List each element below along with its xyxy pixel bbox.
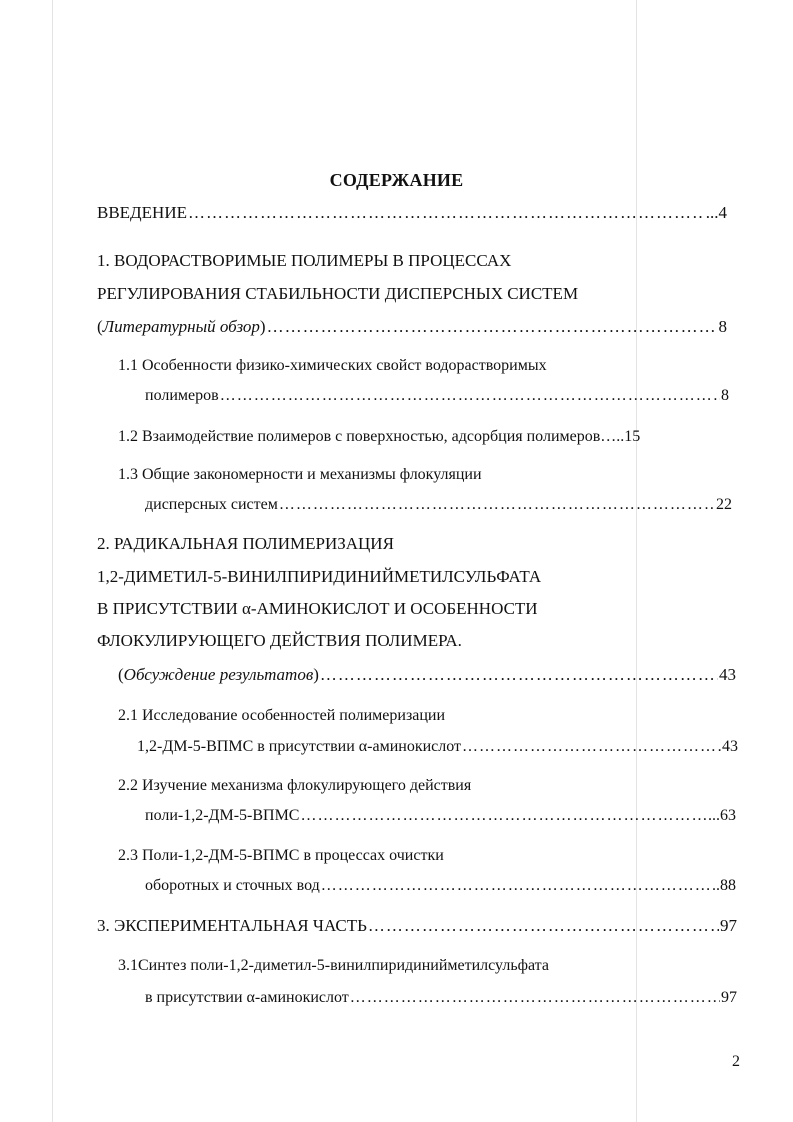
toc-entry-1-3-line1 [118, 464, 482, 486]
dot-leader [320, 664, 718, 686]
page-ref: ...63 [708, 807, 736, 824]
toc-entry-3-1-line2 [145, 987, 737, 1009]
entry-text: В ПРИСУТСТВИИ α-АМИНОКИСЛОТ И ОСОБЕННОСТИ [97, 599, 538, 618]
entry-text: оборотных и сточных вод [145, 877, 320, 894]
entry-text: 1.1 Особенности физико-химических свойст водорастворимых [118, 357, 547, 374]
dot-leader [350, 987, 720, 1009]
entry-text: ВВЕДЕНИЕ [97, 203, 187, 222]
toc-entry-1-1-line1 [118, 355, 547, 377]
toc-entry-1-2 [118, 426, 730, 448]
paren-open: ( [118, 665, 124, 684]
entry-text: в присутствии α-аминокислот [145, 989, 349, 1006]
dot-leader [321, 875, 711, 897]
page-ref: 22 [716, 496, 732, 513]
entry-text: поли-1,2-ДМ-5-ВПМС [145, 807, 300, 824]
page-ref: 43 [719, 665, 736, 684]
entry-text: 1.2 Взаимодействие полимеров с поверхностью, адсорбция полимеров [118, 428, 601, 445]
entry-text [97, 316, 266, 338]
toc-entry-2-3-line2 [145, 875, 736, 897]
toc-entry-3-1-line1 [118, 955, 549, 977]
paren-open: ( [97, 317, 103, 336]
page-ref: ..88 [712, 877, 736, 894]
page-ref: 97 [721, 989, 737, 1006]
toc-entry-s2-line2 [97, 566, 541, 588]
entry-text: 1,2-ДИМЕТИЛ-5-ВИНИЛПИРИДИНИЙМЕТИЛСУЛЬФАТА [97, 567, 542, 586]
toc-entry-s2-line3 [97, 598, 538, 620]
dot-leader [300, 805, 707, 827]
toc-entry-2-1-line1 [118, 705, 445, 727]
toc-entry-1-3-line2 [145, 494, 732, 516]
toc-entry-s1-line2 [97, 283, 578, 305]
page-ref: 43 [722, 738, 738, 755]
paren-close: ) [313, 665, 319, 684]
toc-entry-2-3-line1 [118, 845, 444, 867]
page-ref: …..15 [600, 428, 641, 445]
entry-text: 3. ЭКСПЕРИМЕНТАЛЬНАЯ ЧАСТЬ [97, 916, 367, 935]
dot-leader [279, 494, 715, 516]
entry-text: 2. РАДИКАЛЬНАЯ ПОЛИМЕРИЗАЦИЯ [97, 534, 394, 553]
toc-entry-intro [97, 202, 727, 224]
entry-text: ФЛОКУЛИРУЮЩЕГО ДЕЙСТВИЯ ПОЛИМЕРА. [97, 631, 462, 650]
toc-entry-s2-line4 [97, 630, 462, 652]
toc-entry-1-1-line2 [145, 385, 729, 407]
toc-entry-2-1-line2 [137, 736, 738, 758]
entry-text: 3.1Синтез поли-1,2-диметил-5-винилпиридинийметилсульфата [118, 957, 549, 974]
scan-edge-right [636, 0, 637, 1122]
toc-entry-2-2-line2 [145, 805, 736, 827]
entry-text: 1.3 Общие закономерности и механизмы флокуляции [118, 466, 482, 483]
page-ref: 97 [720, 916, 737, 935]
toc-entry-s3 [97, 915, 737, 937]
dot-leader [267, 316, 718, 338]
entry-text: дисперсных систем [145, 496, 278, 513]
page-ref: ...4 [705, 203, 727, 222]
entry-text: РЕГУЛИРОВАНИЯ СТАБИЛЬНОСТИ ДИСПЕРСНЫХ СИСТЕМ [97, 284, 579, 303]
dot-leader [220, 385, 720, 407]
italic-subtitle: Обсуждение результатов [123, 665, 314, 684]
toc-entry-2-2-line1 [118, 775, 471, 797]
entry-text: 2.2 Изучение механизма флокулирующего действия [118, 777, 472, 794]
italic-subtitle: Литературный обзор [102, 317, 260, 336]
page-number: 2 [732, 1053, 740, 1070]
toc-entry-s1-line1 [97, 250, 511, 272]
page-ref: 8 [721, 387, 729, 404]
page-ref: 8 [718, 317, 727, 336]
entry-text: полимеров [145, 387, 219, 404]
entry-text [118, 664, 319, 686]
dot-leader [188, 202, 705, 224]
scan-edge-left [52, 0, 53, 1122]
entry-text: 2.1 Исследование особенностей полимеризации [118, 707, 446, 724]
dot-leader [462, 736, 721, 758]
toc-title: СОДЕРЖАНИЕ [329, 170, 464, 190]
paren-close: ) [259, 317, 266, 336]
toc-entry-s2-line1 [97, 533, 394, 555]
toc-entry-s2-line5 [118, 664, 736, 686]
dot-leader [368, 915, 719, 937]
toc-entry-s1-line3 [97, 316, 727, 338]
entry-text: 1. ВОДОРАСТВОРИМЫЕ ПОЛИМЕРЫ В ПРОЦЕССАХ [97, 251, 512, 270]
entry-text: 2.3 Поли-1,2-ДМ-5-ВПМС в процессах очистки [118, 847, 444, 864]
entry-text: 1,2-ДМ-5-ВПМС в присутствии α-аминокислот [137, 738, 462, 755]
